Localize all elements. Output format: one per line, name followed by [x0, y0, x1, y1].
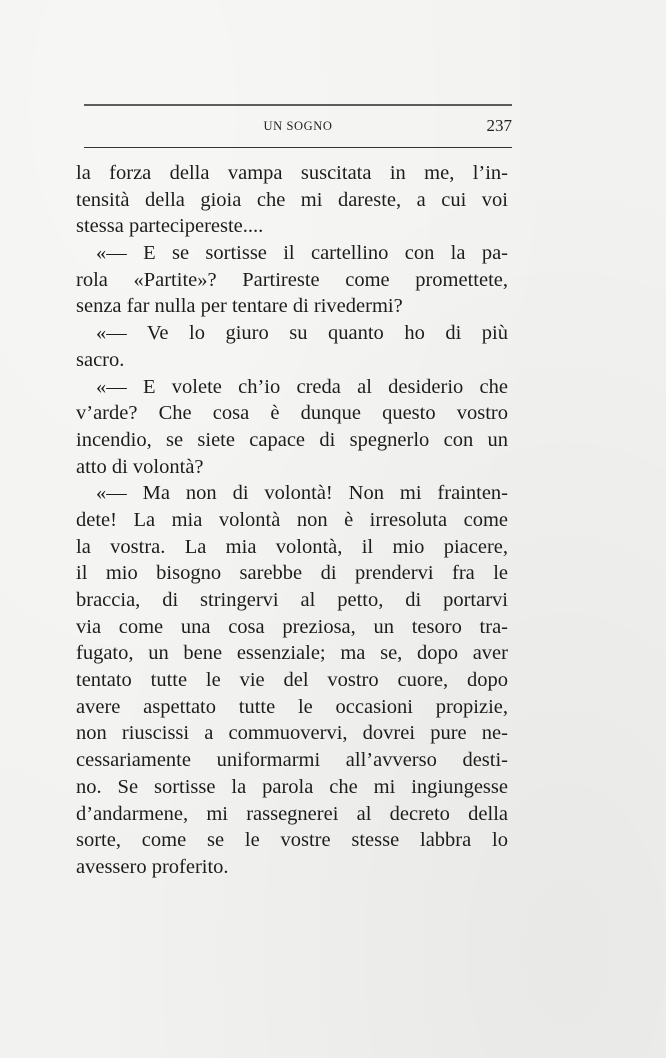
text-line: avessero proferito.	[76, 855, 229, 878]
text-line: tentato tutte le vie del vostro cuore, dopo	[76, 669, 508, 692]
text-line: senza far nulla per tentare di rivedermi?	[76, 295, 403, 318]
text-line: atto di volontà?	[76, 455, 204, 478]
text-line: via come una cosa preziosa, un tesoro tra-	[76, 615, 508, 638]
text-line: dete! La mia volontà non è irresoluta come	[76, 508, 508, 531]
text-line: la vostra. La mia volontà, il mio piacere,	[76, 535, 508, 558]
text-line: rola «Partite»? Partireste come promettete,	[76, 268, 508, 291]
text-line: no. Se sortisse la parola che mi ingiungesse	[76, 775, 508, 798]
text-line: «— E se sortisse il cartellino con la pa-	[96, 242, 508, 265]
top-decorative-rule	[84, 104, 512, 106]
page-header	[84, 117, 512, 139]
header-rule	[84, 147, 512, 148]
text-line: avere aspettato tutte le occasioni propizie,	[76, 695, 508, 718]
text-line: incendio, se siete capace di spegnerlo con un	[76, 428, 508, 451]
text-line: v’arde? Che cosa è dunque questo vostro	[76, 402, 508, 425]
text-line: d’andarmene, mi rassegnerei al decreto della	[76, 802, 508, 825]
page-number: 237	[486, 116, 512, 135]
text-line: tensità della gioia che mi dareste, a cui voi	[76, 188, 508, 211]
text-line: «— Ma non di volontà! Non mi frainten-	[96, 482, 508, 505]
text-line: il mio bisogno sarebbe di prendervi fra le	[76, 562, 508, 585]
text-line: «— E volete ch’io creda al desiderio che	[96, 375, 508, 398]
text-line: fugato, un bene essenziale; ma se, dopo aver	[76, 642, 508, 665]
text-line: braccia, di stringervi al petto, di portarvi	[76, 589, 508, 611]
text-line: sacro.	[76, 348, 125, 371]
text-line: «— Ve lo giuro su quanto ho di più	[96, 322, 508, 345]
running-title: UN SOGNO	[263, 119, 333, 133]
text-line: cessariamente uniformarmi all’avverso desti-	[76, 749, 508, 772]
text-line: la forza della vampa suscitata in me, l’in-	[76, 162, 508, 184]
text-line: stessa partecipereste....	[76, 215, 264, 238]
text-line: non riuscissi a commuovervi, dovrei pure ne-	[76, 722, 508, 745]
text-line: sorte, come se le vostre stesse labbra lo	[76, 829, 508, 852]
body-text	[76, 160, 508, 881]
